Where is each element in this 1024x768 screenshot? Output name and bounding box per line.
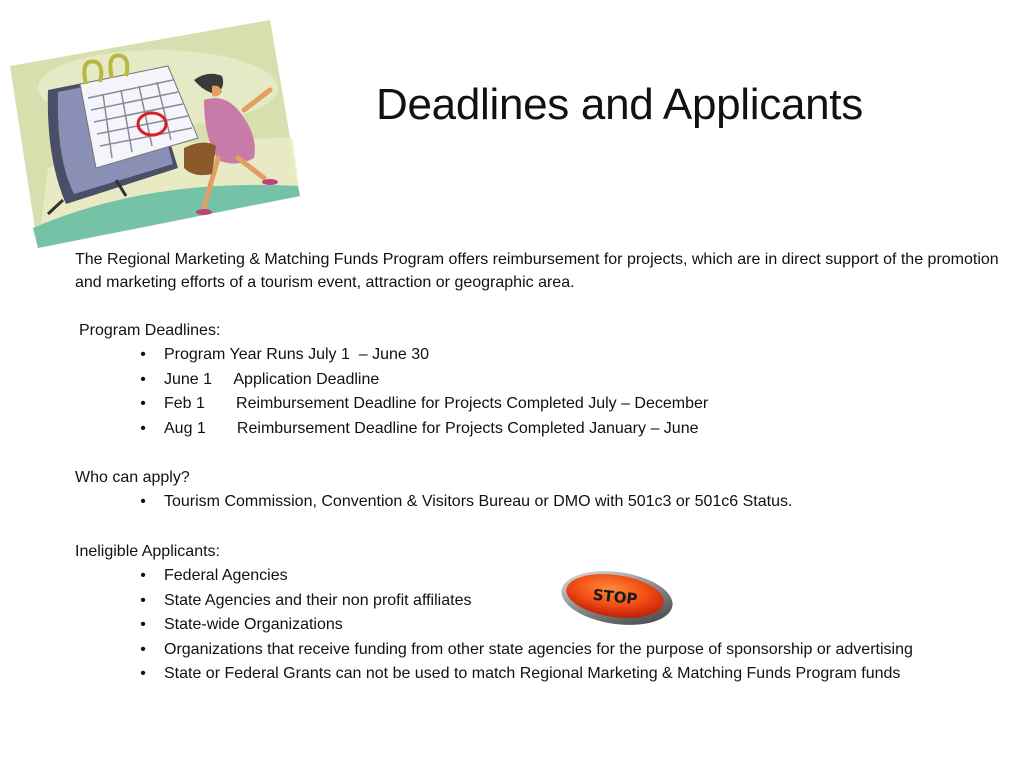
deadlines-list	[138, 343, 708, 441]
deadlines-heading: Program Deadlines:	[79, 322, 221, 339]
list-item	[138, 638, 913, 663]
page-title: Deadlines and Applicants	[376, 80, 863, 129]
stop-label: STOP	[591, 585, 639, 609]
ineligible-heading: Ineligible Applicants:	[75, 543, 220, 560]
stop-sign-icon	[558, 568, 676, 628]
intro-paragraph: The Regional Marketing & Matching Funds Program offers reimbursement for projects, which are in direct support of the promotion and marketing efforts of a tourism event, attraction or geographic area.	[75, 251, 999, 291]
bullet-icon: •	[140, 346, 146, 363]
bullet-icon: •	[140, 567, 146, 584]
who-can-apply-list	[138, 490, 792, 515]
list-item	[138, 368, 708, 393]
bullet-icon: •	[140, 616, 146, 634]
list-item	[138, 589, 913, 614]
list-item-text: State Agencies and their non profit affiliates	[164, 591, 472, 609]
list-item-text: State-wide Organizations	[164, 616, 343, 634]
bullet-icon: •	[140, 395, 146, 413]
list-item-text: Tourism Commission, Convention & Visitors Bureau or DMO with 501c3 or 501c6 Status.	[164, 493, 793, 510]
bullet-icon: •	[140, 591, 146, 609]
bullet-icon: •	[140, 640, 146, 658]
list-item-text: Federal Agencies	[164, 567, 288, 584]
bullet-icon: •	[140, 493, 146, 510]
list-item	[138, 490, 792, 515]
bullet-icon: •	[140, 419, 146, 437]
list-item-text: Program Year Runs July 1 – June 30	[164, 346, 430, 363]
who-can-apply-heading: Who can apply?	[75, 469, 190, 486]
list-item	[138, 662, 913, 687]
list-item-text: June 1 Application Deadline	[164, 370, 380, 388]
list-item-text: Aug 1 Reimbursement Deadline for Projects Completed January – June	[164, 419, 699, 437]
list-item	[138, 613, 913, 638]
list-item	[138, 564, 913, 589]
list-item-text: State or Federal Grants can not be used to match Regional Marketing & Matching Funds Program funds	[164, 665, 901, 683]
ineligible-list	[138, 564, 913, 687]
bullet-icon: •	[140, 370, 146, 388]
list-item	[138, 417, 708, 442]
bullet-icon: •	[140, 665, 146, 683]
list-item-text: Organizations that receive funding from other state agencies for the purpose of sponsorship or advertising	[164, 640, 913, 658]
list-item	[138, 392, 708, 417]
list-item	[138, 343, 708, 368]
list-item-text: Feb 1 Reimbursement Deadline for Projects Completed July – December	[164, 395, 709, 413]
calendar-running-woman-clipart-icon	[8, 18, 308, 250]
